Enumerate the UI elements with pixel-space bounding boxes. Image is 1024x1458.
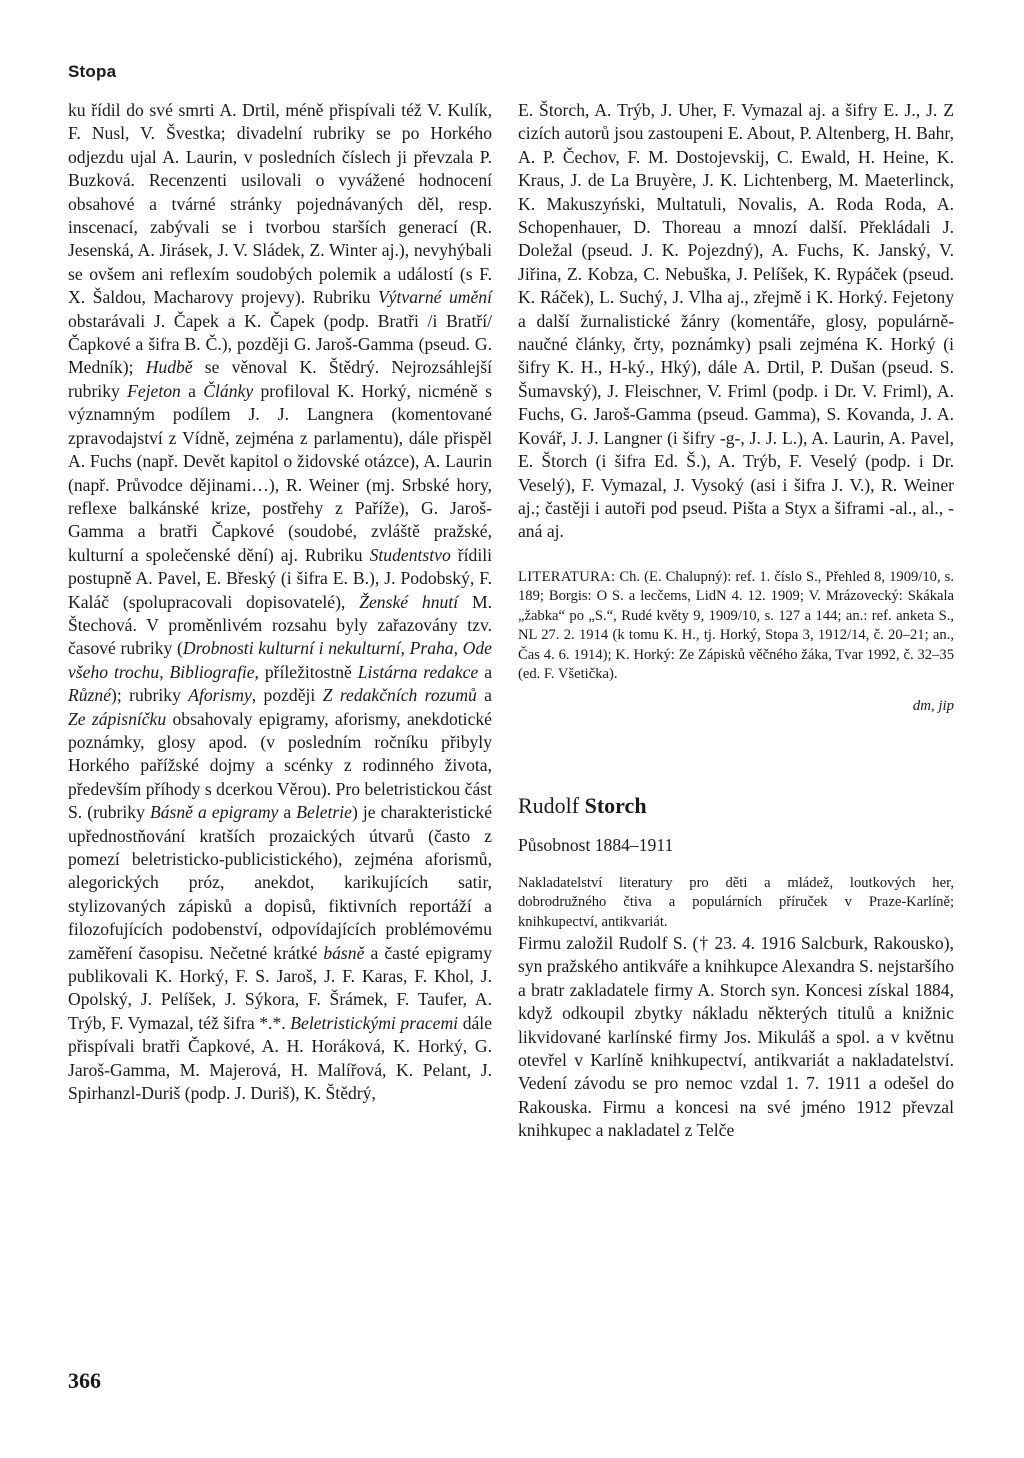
entry-body: Firmu založil Rudolf S. († 23. 4. 1916 Salcburk, Rakousko), syn pražského antikváře a knihkupce Alexandra S. nejstaršího a bratr zakladatele firmy A. Storch syn. Koncesi získal 1884, když odkoupil zbytky nákladu některých titulů a knižnic likvidované karlínské firmy Jos. Mikuláš a spol. a v květnu otevřel v Karlíně knihkupectví, antikvariát a nakladatelství. Vedení závodu se pro nemoc vzdal 1. 7. 1911 a odešel do Rakouska. Firmu a koncesi na své jméno 1912 převzal knihkupec a nakladatel z Telče	[518, 933, 954, 1141]
page-number: 366	[68, 1368, 101, 1393]
right-column	[518, 99, 954, 1143]
left-column	[68, 99, 492, 1105]
entry-given-name: Rudolf	[518, 793, 580, 819]
entry-period: Působnost 1884–1911	[518, 835, 674, 856]
entry-title	[518, 792, 954, 820]
entry-surname: Storch	[584, 793, 647, 819]
entry-description: Nakladatelství literatury pro děti a mládež, loutkových her, dobrodružného čtiva a populárních příruček v Praze-Karlíně; knihkupectví, antikvariát.	[518, 874, 954, 930]
right-column-continuation: E. Štorch, A. Trýb, J. Uher, F. Vymazal aj. a šifry E. J., J. Z cizích autorů jsou zastoupeni E. About, P. Altenberg, H. Bahr, A. P. Čechov, F. M. Dostojevskij, C. Ewald, H. Heine, K. Kraus, J. de La Bruyère, J. K. Lichtenberg, M. Maeterlinck, K. Makuszyński, Multatuli, Novalis, A. Roda Roda, A. Schopenhauer, D. Thoreau a mnozí další. Překládali J. Doležal (pseud. J. K. Pojezdný), A. Fuchs, K. Janský, V. Jiřina, Z. Kobza, C. Nebuška, J. Pelíšek, K. Rypáček (pseud. K. Ráček), L. Suchý, J. Vlha aj., zřejmě i K. Horký. Fejetony a další žurnalistické žánry (komentáře, glosy, populárně-naučné články, črty, poznámky) psali zejména K. Horký (i šifry K. H., H-ký., Hký), dále A. Drtil, P. Dušan (pseud. S. Šumavský), J. Fleischner, V. Friml (podp. i Dr. V. Friml), A. Fuchs, G. Jaroš-Gamma (pseud. Gamma), S. Kovanda, J. A. Kovář, J. J. Langner (i šifry -g-, J. J. L.), A. Laurin, A. Pavel, E. Štorch (i šifra Ed. Š.), A. Trýb, F. Veselý (podp. i Dr. Veselý), F. Vymazal, J. Vysoký (asi i šifra J. V.), R. Weiner aj.; častěji i autoři pod pseud. Pišta a Styx a šiframi -al., al., -aná aj.	[518, 100, 954, 542]
literature-label: LITERATURA:	[518, 568, 616, 585]
running-head: Stopa	[68, 62, 117, 81]
literature-block	[518, 568, 954, 685]
author-signature: dm, jip	[912, 697, 954, 714]
left-column-text: ku řídil do své smrti A. Drtil, méně přispívali též V. Kulík, F. Nusl, V. Švestka; divadelní rubriky se po Horkého odjezdu ujal A. Laurin, v posledních číslech ji převzala P. Buzková. Recenzenti usilovali o vyvážené hodnocení obsahové a tvárné stránky pojednávaných děl, resp. inscenací, zabývali se i tvorbou starších generací (R. Jesenská, A. Jirásek, J. V. Sládek, Z. Winter aj.), nevyhýbali se ovšem ani reflexím soudobých polemik a událostí (s F. X. Šaldou, Macharovy projevy). Rubriku Výtvarné umění obstarávali J. Čapek a K. Čapek (podp. Bratři /i Bratří/ Čapkové a šifra B. Č.), později G. Jaroš-Gamma (pseud. G. Medník); Hudbě se věnoval K. Štědrý. Nejrozsáhlejší rubriky Fejeton a Články profiloval K. Horký, nicméně s významným podílem J. J. Langnera (komentované zpravodajství z Vídně, zejména z parlamentu), dále přispěl A. Fuchs (např. Devět kapitol o židovské otázce), A. Laurin (např. Průvodce dějinami…), R. Weiner (mj. Srbské hory, reflexe balkánské krize, postřehy z Paříže), G. Jaroš-Gamma a bratři Čapkové (soudobé, zvláště pražské, kulturní a společenské dění) aj. Rubriku Studentstvo řídili postupně A. Pavel, E. Břeský (i šifra E. B.), J. Podobský, F. Kaláč (spolupracovali dopisovatelé), Ženské hnutí M. Štechová. V proměnlivém rozsahu byly zařazovány tzv. časové rubriky (Drobnosti kulturní i nekulturní, Praha, Ode všeho trochu, Bibliografie, příležitostně Listárna redakce a Různé); rubriky Aforismy, později Z redakčních rozumů a Ze zápisníčku obsahovaly epigramy, aforismy, anekdotické poznámky, glosy apod. (v posledním ročníku přibyly Horkého pařížské dojmy a scénky z rodinného života, především příhody s dcerkou Věrou). Pro beletristickou část S. (rubriky Básně a epigramy a Beletrie) je charakteristické upřednostňování kratších prozaických útvarů (často z pomezí beletristicko-publicistického), zejména aforismů, alegorických próz, anekdot, karikujících satir, stylizovaných zápisků a dopisů, fiktivních reportáží a filozofujících podobenství, odpovídajících problémovému zaměření časopisu. Nečetné krátké básně a časté epigramy publikovali K. Horký, F. S. Jaroš, J. F. Karas, F. Khol, J. Opolský, J. Pelíšek, J. Sýkora, F. Šrámek, F. Taufer, A. Trýb, F. Vymazal, též šifra *.*. Beletristickými pracemi dále přispívali bratři Čapkové, A. H. Horáková, K. Horký, G. Jaroš-Gamma, M. Majerová, H. Malířová, K. Pelant, J. Spirhanzl-Duriš (podp. J. Duriš), K. Štědrý,	[68, 100, 493, 1104]
literature-text: Ch. (E. Chalupný): ref. 1. číslo S., Přehled 8, 1909/10, s. 189; Borgis: O S. a lecčems, LidN 4. 12. 1909; V. Mrázovecký: Skákala „žabka“ po „S.“, Rudé květy 9, 1909/10, s. 127 a 144; an.: ref. anketa S., NL 27. 2. 1914 (k tomu K. H., tj. Horký, Stopa 3, 1912/14, č. 20–21; an., Čas 4. 6. 1914); K. Horký: Ze Zápisků věčného žáka, Tvar 1992, č. 32–35 (ed. F. Všetička).	[518, 568, 954, 683]
